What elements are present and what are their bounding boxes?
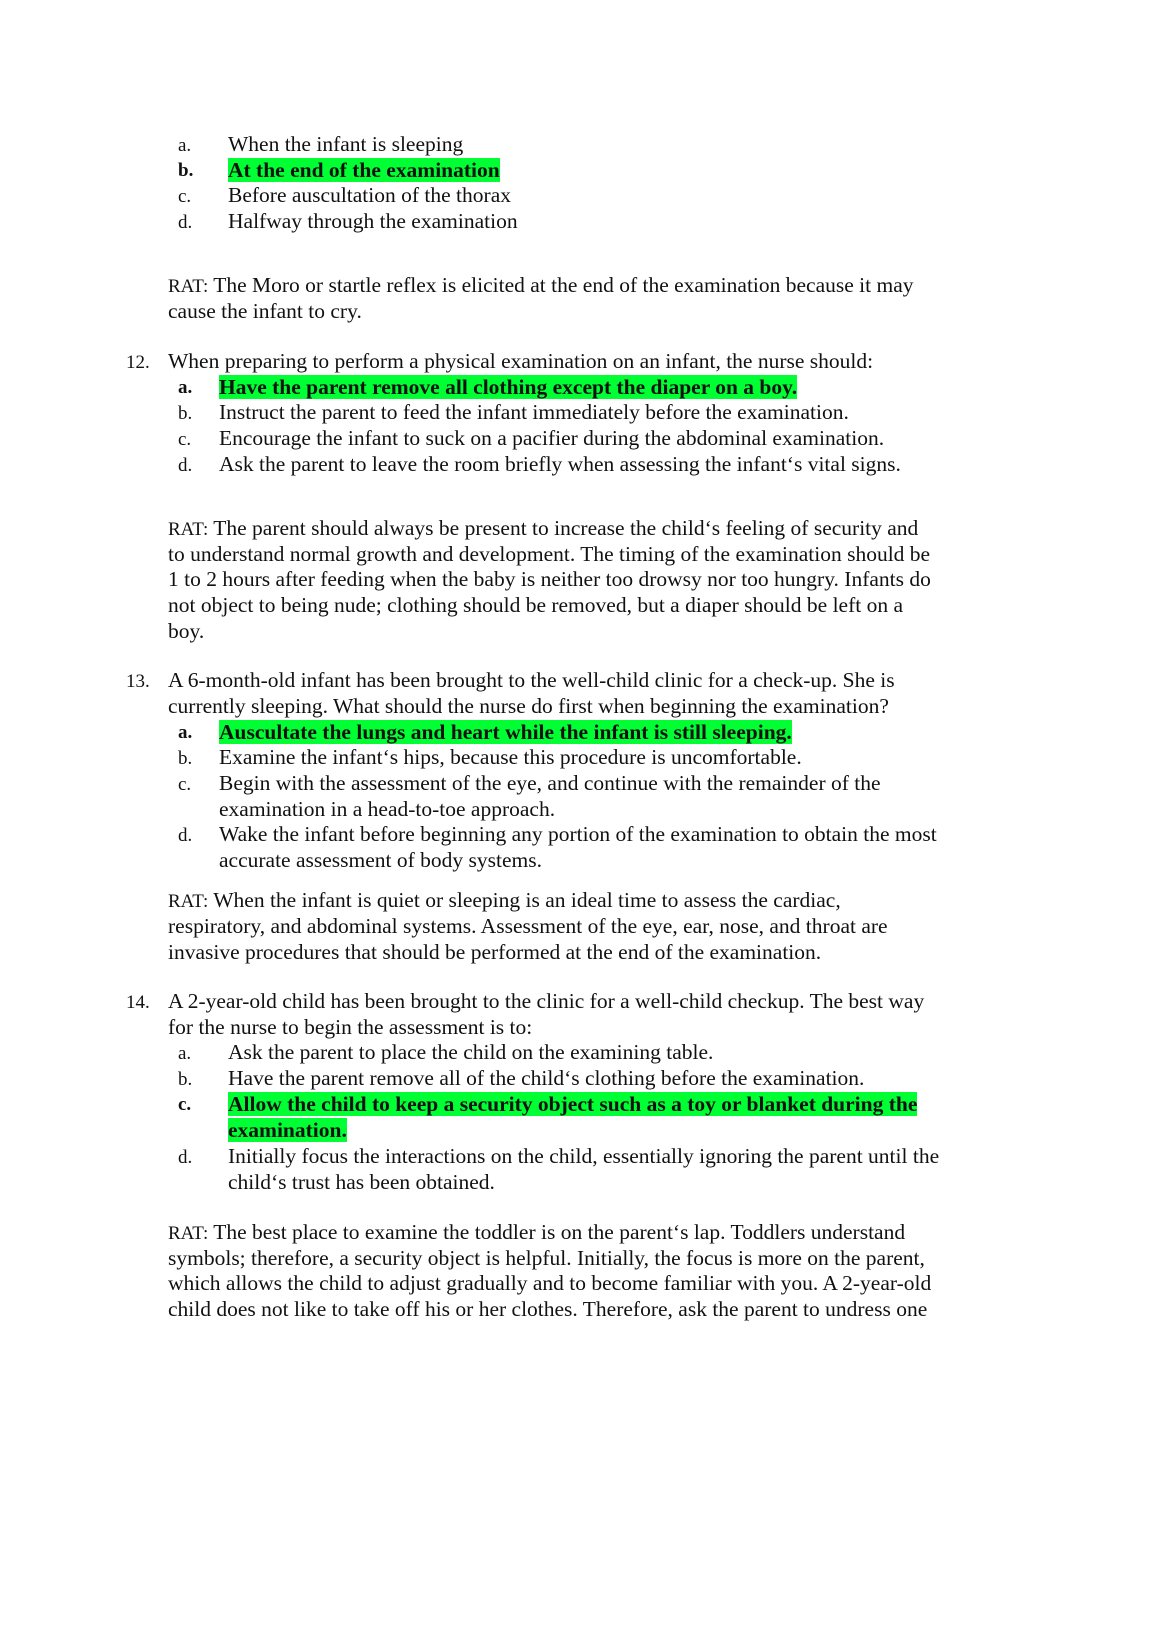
option-text: Before auscultation of the thorax bbox=[228, 183, 511, 207]
rationale-line: The Moro or startle reflex is elicited at the end of the examination because it may bbox=[213, 273, 914, 297]
rationale-tag: RAT: bbox=[168, 891, 209, 912]
option-text: Examine the infant‘s hips, because this procedure is uncomfortable. bbox=[219, 745, 802, 769]
option-label: a. bbox=[178, 1043, 192, 1064]
option-text: Ask the parent to place the child on the examining table. bbox=[228, 1040, 714, 1064]
option-text: Halfway through the examination bbox=[228, 209, 518, 233]
option-text: Ask the parent to leave the room briefly when assessing the infant‘s vital signs. bbox=[219, 452, 901, 476]
option-label-correct: c. bbox=[178, 1094, 192, 1115]
rationale-line: The parent should always be present to increase the child‘s feeling of security and bbox=[213, 516, 919, 540]
option-label: b. bbox=[178, 403, 193, 424]
rationale-line: symbols; therefore, a security object is helpful. Initially, the focus is more on the parent, bbox=[168, 1246, 925, 1270]
option-label: d. bbox=[178, 825, 193, 846]
rationale-line: boy. bbox=[168, 619, 205, 643]
option-text: When the infant is sleeping bbox=[228, 132, 464, 156]
rationale-tag: RAT: bbox=[168, 1223, 209, 1244]
rationale-tag: RAT: bbox=[168, 276, 209, 297]
correct-answer-highlight: Auscultate the lungs and heart while the infant is still sleeping. bbox=[219, 720, 792, 744]
option-text: child‘s trust has been obtained. bbox=[228, 1170, 495, 1194]
option-label: d. bbox=[178, 212, 193, 233]
option-label-correct: a. bbox=[178, 377, 193, 398]
rationale-line: respiratory, and abdominal systems. Assessment of the eye, ear, nose, and throat are bbox=[168, 914, 888, 938]
question-number: 14. bbox=[126, 992, 150, 1013]
correct-answer-highlight: At the end of the examination bbox=[228, 158, 500, 182]
rationale-line: which allows the child to adjust gradually and to become familiar with you. A 2-year-old bbox=[168, 1271, 932, 1295]
option-text: Instruct the parent to feed the infant immediately before the examination. bbox=[219, 400, 849, 424]
rationale-line: not object to being nude; clothing should be removed, but a diaper should be left on a bbox=[168, 593, 904, 617]
rationale-line: 1 to 2 hours after feeding when the baby is neither too drowsy nor too hungry. Infants do bbox=[168, 567, 931, 591]
correct-answer-highlight: Have the parent remove all clothing except the diaper on a boy. bbox=[219, 375, 798, 399]
rationale-line: cause the infant to cry. bbox=[168, 299, 362, 323]
option-label: c. bbox=[178, 186, 192, 207]
rationale-line: When the infant is quiet or sleeping is an ideal time to assess the cardiac, bbox=[213, 888, 841, 912]
correct-answer-highlight: Allow the child to keep a security object such as a toy or blanket during the bbox=[228, 1092, 918, 1116]
option-label: c. bbox=[178, 774, 192, 795]
option-label: a. bbox=[178, 135, 192, 156]
option-label: b. bbox=[178, 1069, 193, 1090]
option-label: d. bbox=[178, 455, 193, 476]
question-stem: A 6-month-old infant has been brought to the well-child clinic for a check-up. She is bbox=[168, 668, 895, 692]
option-label: b. bbox=[178, 748, 193, 769]
rationale-line: The best place to examine the toddler is on the parent‘s lap. Toddlers understand bbox=[213, 1220, 906, 1244]
question-stem: for the nurse to begin the assessment is to: bbox=[168, 1015, 533, 1039]
option-text: Encourage the infant to suck on a pacifier during the abdominal examination. bbox=[219, 426, 885, 450]
option-text: accurate assessment of body systems. bbox=[219, 848, 543, 872]
rationale-line: child does not like to take off his or her clothes. Therefore, ask the parent to undress one bbox=[168, 1297, 928, 1321]
rationale-line: to understand normal growth and development. The timing of the examination should be bbox=[168, 542, 931, 566]
option-label: c. bbox=[178, 429, 192, 450]
option-text: Initially focus the interactions on the child, essentially ignoring the parent until the bbox=[228, 1144, 940, 1168]
option-text: examination in a head-to-toe approach. bbox=[219, 797, 556, 821]
option-label: d. bbox=[178, 1147, 193, 1168]
option-text: Have the parent remove all of the child‘s clothing before the examination. bbox=[228, 1066, 865, 1090]
option-text: Wake the infant before beginning any portion of the examination to obtain the most bbox=[219, 822, 937, 846]
option-label-correct: a. bbox=[178, 722, 193, 743]
question-number: 13. bbox=[126, 671, 150, 692]
option-text: Begin with the assessment of the eye, and continue with the remainder of the bbox=[219, 771, 881, 795]
correct-answer-highlight: examination. bbox=[228, 1118, 347, 1142]
question-stem: currently sleeping. What should the nurse do first when beginning the examination? bbox=[168, 694, 889, 718]
question-stem: A 2-year-old child has been brought to the clinic for a well-child checkup. The best way bbox=[168, 989, 925, 1013]
question-stem: When preparing to perform a physical examination on an infant, the nurse should: bbox=[168, 349, 874, 373]
question-number: 12. bbox=[126, 352, 150, 373]
rationale-tag: RAT: bbox=[168, 519, 209, 540]
rationale-line: invasive procedures that should be performed at the end of the examination. bbox=[168, 940, 822, 964]
option-label-correct: b. bbox=[178, 160, 194, 181]
